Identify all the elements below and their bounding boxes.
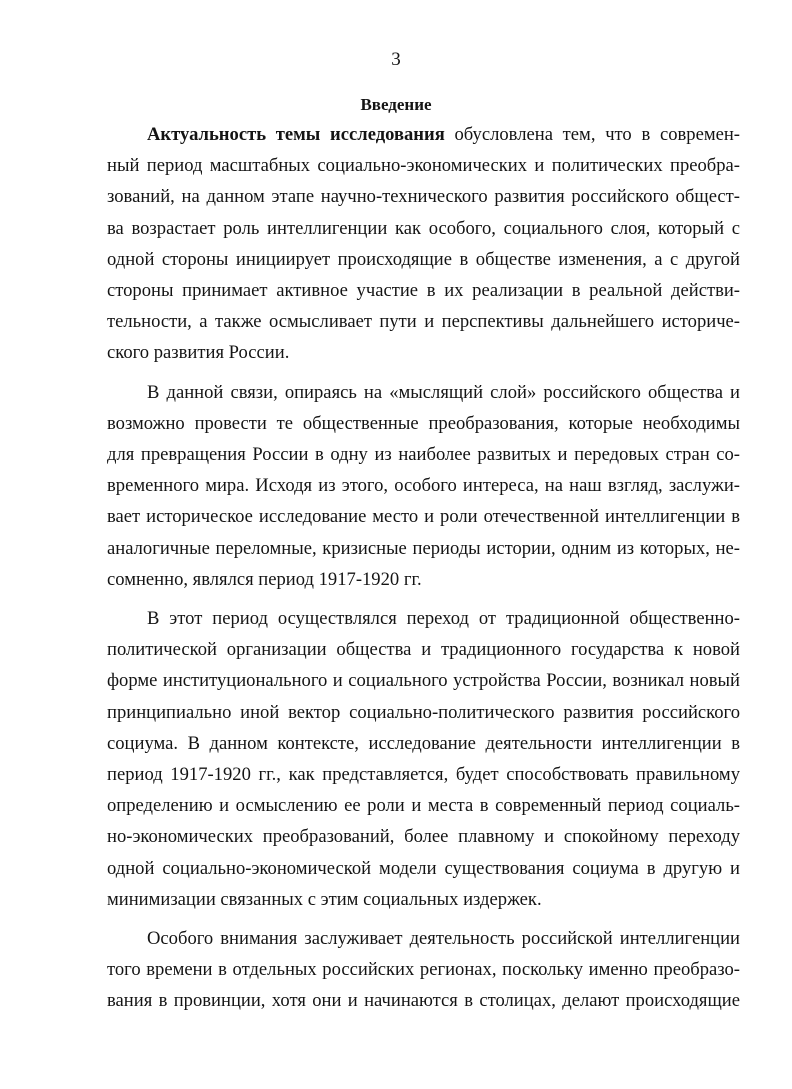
text-line: В данной связи, опираясь на «мыслящий слой» российского общества и (147, 381, 740, 403)
text-line: вания в провинции, хотя они и начинаются в столицах, делают происходящие (107, 990, 740, 1012)
text-line: ный период масштабных социально-экономических и политических преобра- (107, 155, 740, 177)
text-line: определению и осмыслению ее роли и места в современный период социаль- (107, 795, 740, 817)
text-line: для превращения России в одну из наиболее развитых и передовых стран со- (107, 444, 740, 466)
paragraph (107, 603, 740, 915)
text-line: Особого внимания заслуживает деятельность российской интеллигенции (147, 928, 740, 950)
text-line: вает историческое исследование место и роли отечественной интеллигенции в (107, 506, 740, 528)
text-line: стороны принимает активное участие в их реализации в реальной действи- (107, 280, 740, 302)
text-line: минимизации связанных с этим социальных издержек. (107, 888, 542, 910)
text-line: одной социально-экономической модели существования социума в другую и (107, 857, 740, 879)
text-line: период 1917-1920 гг., как представляется, будет способствовать правильному (107, 764, 740, 786)
text-line: зований, на данном этапе научно-технического развития российского общест- (107, 186, 740, 208)
text-line: одной стороны инициирует происходящие в обществе изменения, а с другой (107, 248, 740, 270)
text-line: возможно провести те общественные преобразования, которые необходимы (107, 412, 740, 434)
text-line: форме институционального и социального устройства России, возникал новый (107, 670, 740, 692)
text-line: социума. В данном контексте, исследование деятельности интеллигенции в (107, 732, 740, 754)
text-line: временного мира. Исходя из этого, особого интереса, на наш взгляд, заслужи- (107, 475, 740, 497)
text-line: но-экономических преобразований, более плавному и спокойному переходу (107, 826, 740, 848)
body-text (107, 119, 740, 1025)
text-line: В этот период осуществлялся переход от традиционной общественно- (147, 608, 740, 630)
paragraph (107, 377, 740, 595)
text-line: сомненно, являлся период 1917-1920 гг. (107, 568, 422, 590)
text-line: аналогичные переломные, кризисные периоды истории, одним из которых, не- (107, 537, 740, 559)
text-line-rest: обусловлена тем, что в современ- (444, 124, 740, 145)
text-line: политической организации общества и традиционного государства к новой (107, 639, 740, 661)
paragraph (107, 923, 740, 1017)
text-line: ского развития России. (107, 342, 290, 364)
text-line: ва возрастает роль интеллигенции как особого, социального слоя, который с (107, 217, 740, 239)
page-number: 3 (391, 49, 401, 70)
text-line: того времени в отдельных российских регионах, поскольку именно преобразо- (107, 959, 740, 981)
text-line (107, 119, 740, 150)
paragraph (107, 119, 740, 369)
emphasized-term: Актуальность темы исследования (147, 124, 445, 145)
text-line: тельности, а также осмысливает пути и перспективы дальнейшего историче- (107, 311, 740, 333)
text-line: принципиально иной вектор социально-политического развития российского (107, 701, 740, 723)
section-heading: Введение (360, 95, 432, 114)
